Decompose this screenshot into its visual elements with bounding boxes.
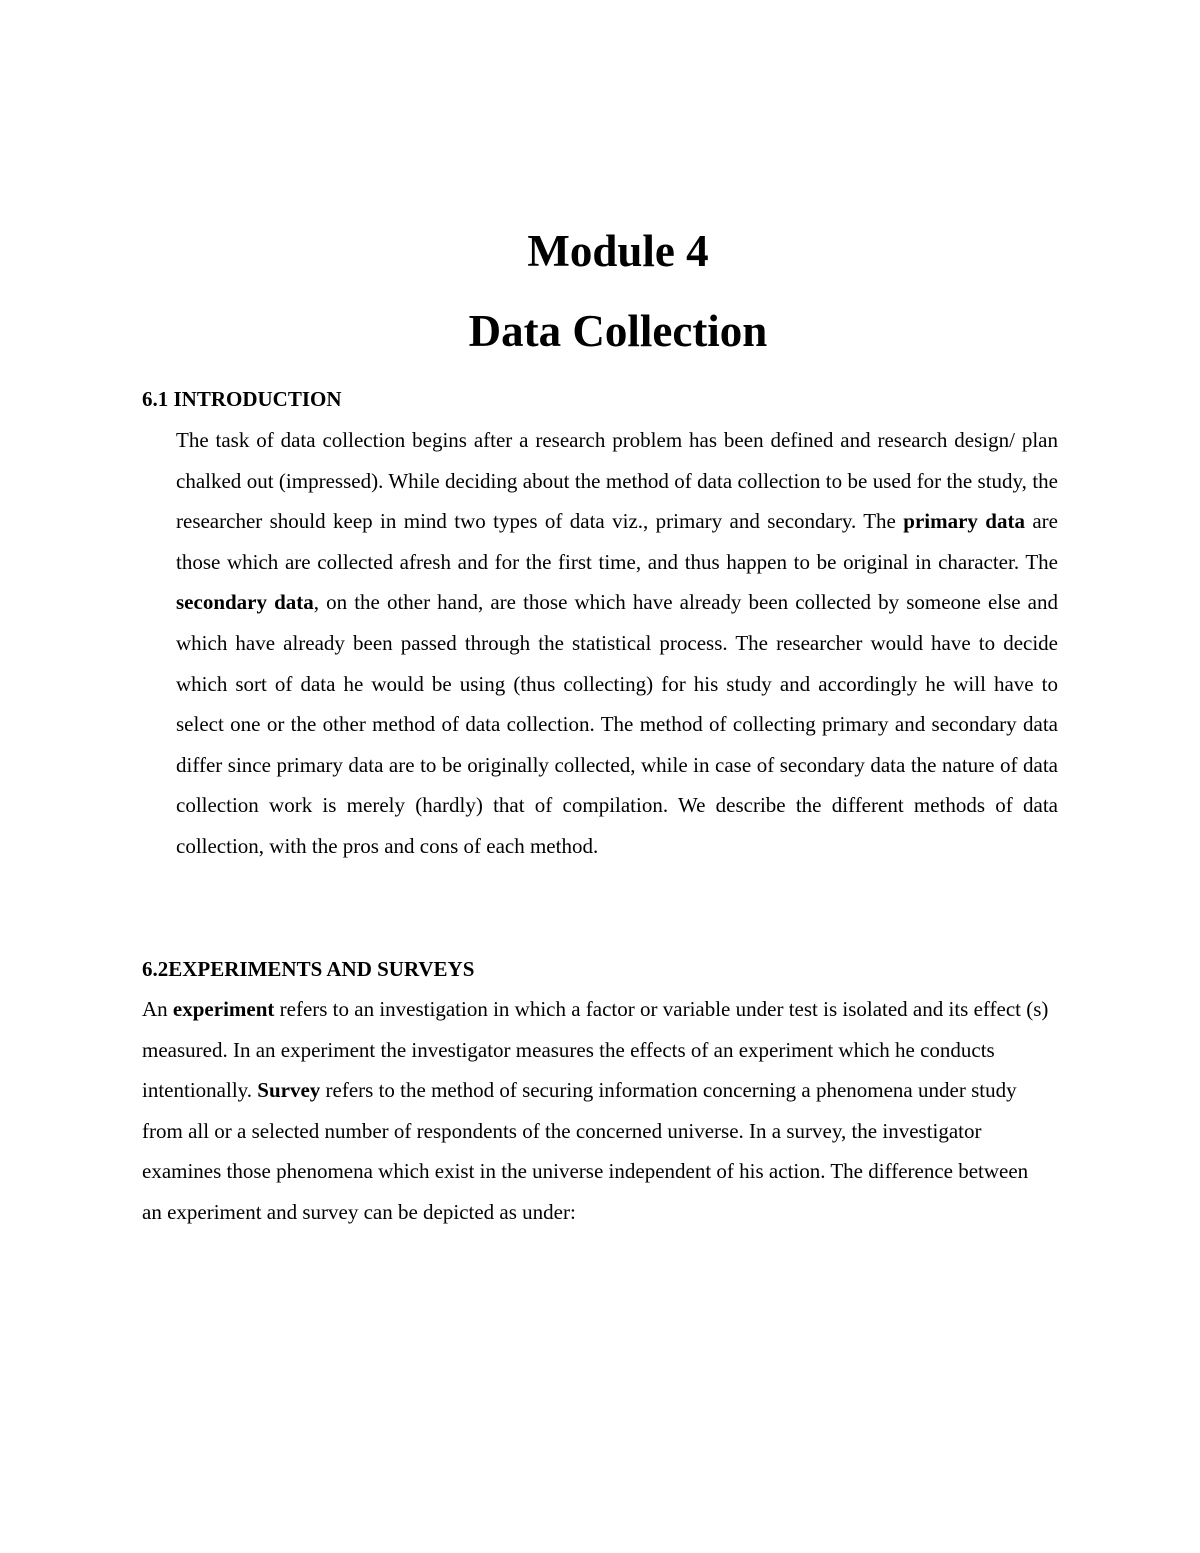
term-survey: Survey: [257, 1078, 321, 1103]
experiments-surveys-paragraph: [142, 989, 1052, 1233]
intro-text-1: The task of data collection begins after a research problem has been defined and research design/ plan chalked out (impressed). While deciding about the method of data collection to be used for the study, the researcher should keep in mind two types of data viz., primary and secondary. The: [176, 428, 1058, 534]
term-secondary-data: secondary data: [176, 590, 314, 615]
exp-text-3: refers to the method of securing information concerning a phenomena under study from all or a selected number of respondents of the concerned universe. In a survey, the investigator examines those phenomena which exist in the universe independent of his action. The difference between an experiment and survey can be depicted as under:: [142, 1078, 1029, 1224]
intro-text-2: are those which are collected afresh and for the first time, and thus happen to be original in character. The: [176, 509, 1058, 574]
section-heading-introduction: 6.1 INTRODUCTION: [142, 387, 342, 411]
module-subtitle: Data Collection: [468, 306, 768, 356]
exp-text-2: refers to an investigation in which a factor or variable under test is isolated and its effect (s) measured. In an experiment the investigator measures the effects of an experiment which he conducts intentionally.: [142, 997, 1049, 1103]
exp-text-1: An: [142, 997, 173, 1021]
module-title: Module 4: [527, 226, 709, 276]
term-experiment: experiment: [172, 997, 275, 1021]
intro-text-3: , on the other hand, are those which have already been collected by someone else and which have already been passed through the statistical process. The researcher would have to decide which sort of data he would be using (thus collecting) for his study and accordingly he will have to select one or the other method of data collection. The method of collecting primary and secondary data differ since primary data are to be originally collected, while in case of secondary data the nature of data collection work is merely (hardly) that of compilation. We describe the different methods of data collection, with the pros and cons of each method.: [176, 590, 1058, 858]
introduction-paragraph: [176, 420, 1058, 867]
term-primary-data: primary data: [903, 509, 1025, 534]
section-heading-experiments-surveys: 6.2EXPERIMENTS AND SURVEYS: [142, 957, 475, 981]
title-block: [0, 225, 1200, 357]
